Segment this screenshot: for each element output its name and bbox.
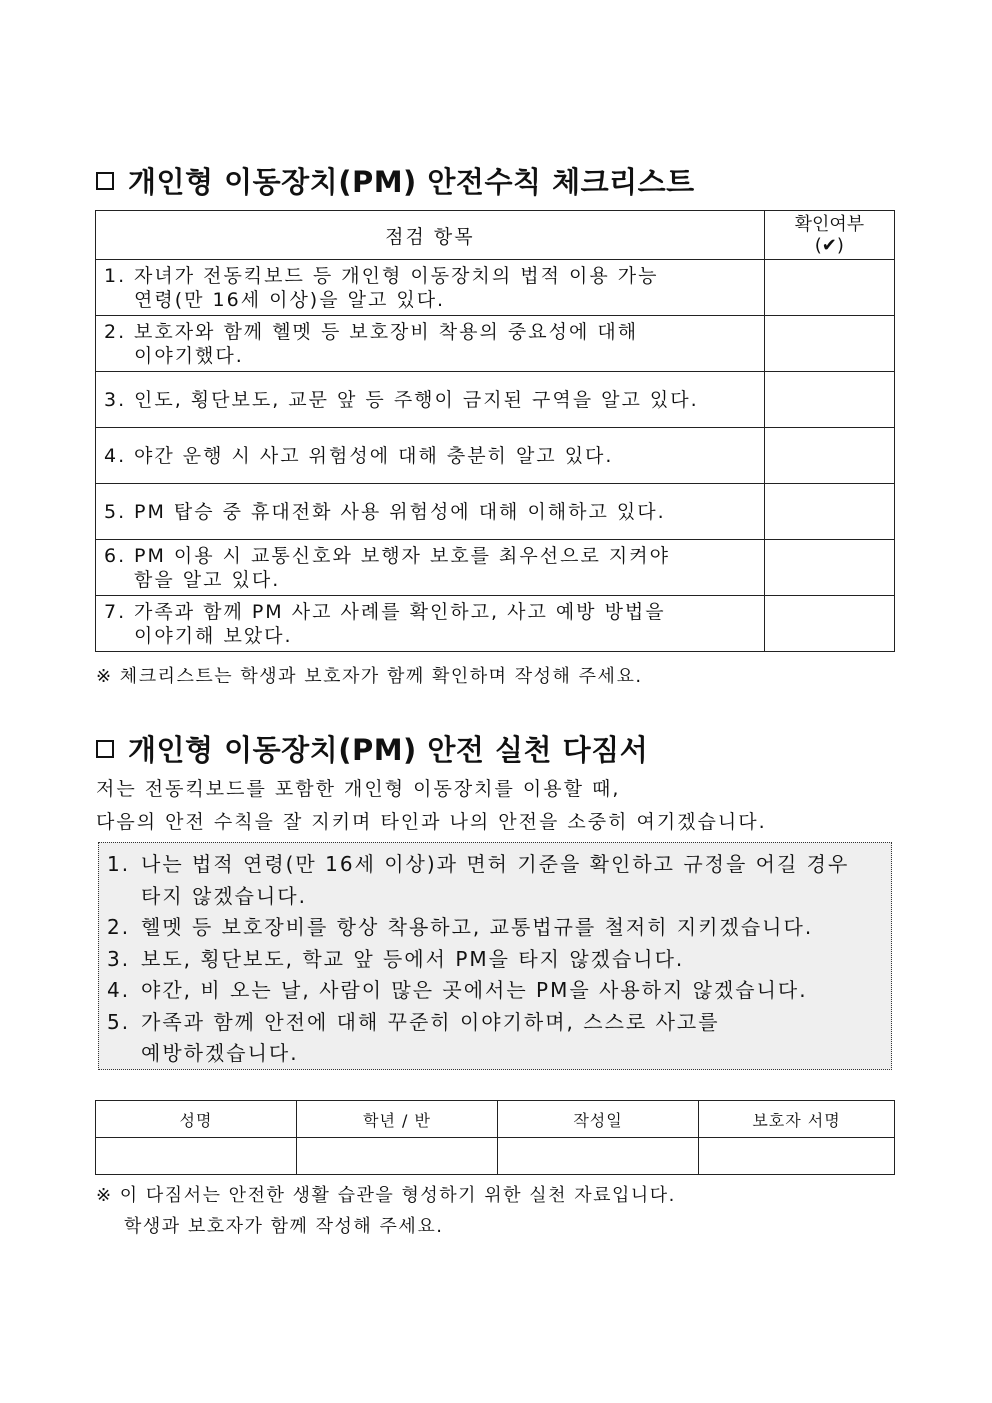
table-row xyxy=(96,540,895,596)
pledge-text: 나는 법적 연령(만 16세 이상)과 면허 기준을 확인하고 규정을 어길 경우 xyxy=(141,852,850,876)
checklist-title-text: 개인형 이동장치(PM) 안전수칙 체크리스트 xyxy=(128,165,695,199)
pledge-number: 4. xyxy=(107,978,131,1002)
item-text: 야간 운행 시 사고 위험성에 대해 충분히 알고 있다. xyxy=(134,444,614,467)
checkbox-square-icon xyxy=(96,172,114,190)
header-guardian-signature: 보호자 서명 xyxy=(699,1101,895,1138)
check-cell[interactable] xyxy=(764,316,894,372)
pledge-text: 가족과 함께 안전에 대해 꾸준히 이야기하며, 스스로 사고를 xyxy=(141,1009,720,1034)
pledge-item xyxy=(107,1007,881,1039)
header-grade-class: 학년 / 반 xyxy=(297,1101,498,1138)
pledge-intro-line2: 다음의 안전 수칙을 잘 지키며 타인과 나의 안전을 소중히 여기겠습니다. xyxy=(96,811,767,833)
item-number: 6. xyxy=(104,544,127,567)
header-check-line1: 확인여부 xyxy=(794,214,865,235)
item-text: 인도, 횡단보도, 교문 앞 등 주행이 금지된 구역을 알고 있다. xyxy=(134,388,699,411)
pledge-number: 2. xyxy=(107,915,131,939)
pledge-item xyxy=(107,849,881,881)
name-field[interactable] xyxy=(96,1138,297,1175)
checklist-item xyxy=(96,484,765,540)
pledge-text: 야간, 비 오는 날, 사람이 많은 곳에서는 PM을 사용하지 않겠습니다. xyxy=(141,978,808,1002)
pledge-number: 5. xyxy=(107,1009,131,1034)
header-date: 작성일 xyxy=(498,1101,699,1138)
signature-header-row xyxy=(96,1101,895,1138)
pledge-item xyxy=(107,975,881,1007)
header-check xyxy=(764,211,894,260)
signature-note-line2: 학생과 보호자가 함께 작성해 주세요. xyxy=(124,1216,444,1237)
checklist-item xyxy=(96,260,765,316)
pledge-text: 헬멧 등 보호장비를 항상 착용하고, 교통법규를 철저히 지키겠습니다. xyxy=(141,915,814,939)
check-cell[interactable] xyxy=(764,484,894,540)
check-cell[interactable] xyxy=(764,596,894,652)
checklist-item xyxy=(96,428,765,484)
pledge-item-cont: 타지 않겠습니다. xyxy=(141,883,307,908)
item-number: 1. xyxy=(104,264,127,287)
item-number: 7. xyxy=(104,600,127,623)
item-text: PM 탑승 중 휴대전화 사용 위험성에 대해 이해하고 있다. xyxy=(134,500,666,523)
checklist-item xyxy=(96,596,765,652)
item-number: 5. xyxy=(104,500,127,523)
table-row xyxy=(96,428,895,484)
item-text: 가족과 함께 PM 사고 사례를 확인하고, 사고 예방 방법을 xyxy=(134,600,666,623)
item-text-cont: 함을 알고 있다. xyxy=(134,568,281,591)
checkbox-square-icon xyxy=(96,740,114,758)
checklist-item xyxy=(96,316,765,372)
pledge-item-cont: 예방하겠습니다. xyxy=(141,1041,299,1065)
date-field[interactable] xyxy=(498,1138,699,1175)
checklist-table xyxy=(95,210,895,652)
item-text-cont: 이야기해 보았다. xyxy=(134,624,293,647)
check-cell[interactable] xyxy=(764,372,894,428)
table-row xyxy=(96,596,895,652)
checklist-header-row xyxy=(96,211,895,260)
item-text: 자녀가 전동킥보드 등 개인형 이동장치의 법적 이용 가능 xyxy=(134,264,659,287)
checklist-title xyxy=(96,160,695,201)
table-row xyxy=(96,316,895,372)
checklist-note: ※ 체크리스트는 학생과 보호자가 함께 확인하며 작성해 주세요. xyxy=(96,666,643,687)
item-number: 4. xyxy=(104,444,127,467)
grade-class-field[interactable] xyxy=(297,1138,498,1175)
signature-note-line1: ※ 이 다짐서는 안전한 생활 습관을 형성하기 위한 실천 자료입니다. xyxy=(96,1185,676,1206)
checklist-item xyxy=(96,372,765,428)
item-text-cont: 연령(만 16세 이상)을 알고 있다. xyxy=(134,288,446,311)
pledge-title xyxy=(96,728,648,769)
pledge-item xyxy=(107,944,881,976)
pledge-item xyxy=(107,912,881,944)
pledge-number: 1. xyxy=(107,852,131,876)
item-text: PM 이용 시 교통신호와 보행자 보호를 최우선으로 지켜야 xyxy=(134,544,670,567)
pledge-number: 3. xyxy=(107,946,131,971)
item-text-cont: 이야기했다. xyxy=(134,344,244,367)
pledge-intro-line1: 저는 전동킥보드를 포함한 개인형 이동장치를 이용할 때, xyxy=(96,778,621,800)
guardian-signature-field[interactable] xyxy=(699,1138,895,1175)
pledge-title-text: 개인형 이동장치(PM) 안전 실천 다짐서 xyxy=(128,733,649,767)
pledge-text: 보도, 횡단보도, 학교 앞 등에서 PM을 타지 않겠습니다. xyxy=(141,946,685,971)
checklist-item xyxy=(96,540,765,596)
signature-input-row xyxy=(96,1138,895,1175)
pledge-box xyxy=(98,842,892,1070)
table-row xyxy=(96,484,895,540)
header-item: 점검 항목 xyxy=(96,211,765,260)
item-number: 3. xyxy=(104,388,127,411)
table-row xyxy=(96,260,895,316)
header-check-line2: (✔) xyxy=(814,235,844,256)
check-cell[interactable] xyxy=(764,540,894,596)
check-cell[interactable] xyxy=(764,428,894,484)
signature-table xyxy=(95,1100,895,1175)
item-number: 2. xyxy=(104,320,127,343)
check-cell[interactable] xyxy=(764,260,894,316)
item-text: 보호자와 함께 헬멧 등 보호장비 착용의 중요성에 대해 xyxy=(134,320,639,343)
table-row xyxy=(96,372,895,428)
header-name: 성명 xyxy=(96,1101,297,1138)
